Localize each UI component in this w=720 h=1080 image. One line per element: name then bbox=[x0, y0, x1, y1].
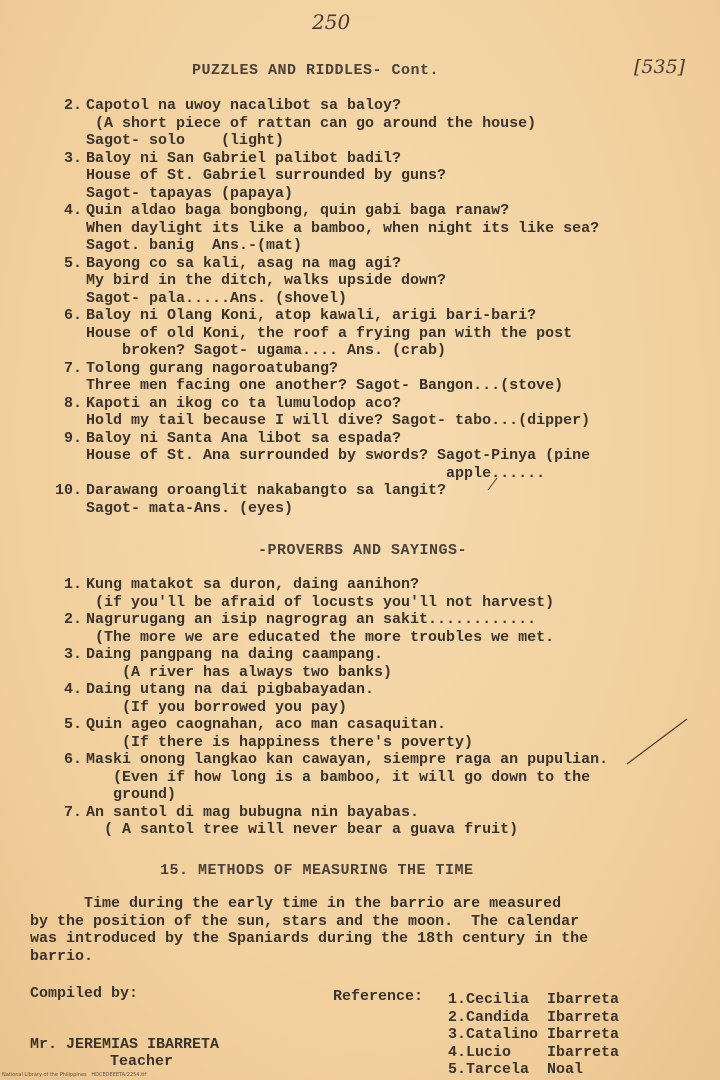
riddle-item bbox=[50, 307, 700, 360]
proverb-item bbox=[50, 751, 700, 804]
riddles-heading: PUZZLES AND RIDDLES- Cont. bbox=[192, 62, 440, 79]
proverb-line: ground) bbox=[86, 786, 177, 803]
proverb-number: 7. bbox=[63, 803, 82, 821]
reference-item: 3.Catalino Ibarreta bbox=[448, 1026, 620, 1043]
riddle-item bbox=[50, 360, 700, 395]
proverb-number: 6. bbox=[63, 751, 82, 768]
riddle-item bbox=[50, 482, 700, 517]
riddle-line: House of old Koni, the roof a frying pan with the post bbox=[86, 324, 573, 342]
methods-line: barrio. bbox=[30, 947, 94, 965]
proverb-line: Nagrurugang an isip nagrograg an sakit............ bbox=[86, 611, 537, 628]
riddle-number: 3. bbox=[63, 149, 82, 167]
proverb-item bbox=[50, 716, 700, 751]
riddle-number: 7. bbox=[63, 359, 82, 377]
proverb-line: (Even if how long is a bamboo, it will go down to the bbox=[86, 768, 591, 786]
proverb-item bbox=[50, 576, 700, 611]
scan-footer: National Library of the Philippines HDCEDEEETA/2254.tif bbox=[2, 1072, 147, 1078]
riddle-line: apple...... bbox=[86, 464, 546, 482]
riddle-line: House of St. Gabriel surrounded by guns? bbox=[86, 167, 447, 184]
proverb-line: Maski onong langkao kan cawayan, siempre raga an pupulian. bbox=[86, 751, 609, 768]
riddle-line: Darawang oroanglit nakabangto sa langit? bbox=[86, 482, 447, 499]
methods-line: was introduced by the Spaniards during the 18th century in the bbox=[30, 930, 589, 947]
riddle-line: House of St. Ana surrounded by swords? Sagot-Pinya (pine bbox=[86, 447, 591, 464]
proverb-line: (A river has always two banks) bbox=[86, 663, 393, 681]
pen-stroke-mark bbox=[625, 716, 690, 766]
reference-item: 1.Cecilia Ibarreta bbox=[448, 991, 620, 1008]
methods-heading: 15. METHODS OF MEASURING THE TIME bbox=[160, 862, 474, 879]
proverbs-heading: -PROVERBS AND SAYINGS- bbox=[258, 542, 468, 559]
riddle-number: 2. bbox=[63, 97, 82, 114]
riddle-line: Capotol na uwoy nacalibot sa baloy? bbox=[86, 97, 402, 114]
riddle-line: Quin aldao baga bongbong, quin gabi baga ranaw? bbox=[86, 202, 510, 219]
riddle-item bbox=[50, 430, 700, 483]
riddle-line: Baloy ni San Gabriel palibot badil? bbox=[86, 149, 402, 167]
riddle-line: Baloy ni Olang Koni, atop kawali, arigi bari-bari? bbox=[86, 307, 537, 324]
methods-line: Time during the early time in the barrio are measured bbox=[30, 895, 562, 912]
methods-paragraph bbox=[30, 895, 690, 965]
riddle-line: Sagot- solo (light) bbox=[86, 132, 285, 149]
proverb-number: 2. bbox=[63, 611, 82, 628]
methods-line: by the position of the sun, stars and the moon. The calendar bbox=[30, 912, 580, 930]
riddle-item bbox=[50, 202, 700, 255]
riddle-number: 4. bbox=[63, 202, 82, 219]
compiler-title: Teacher bbox=[110, 1053, 174, 1070]
proverb-line: (if you'll be afraid of locusts you'll not harvest) bbox=[86, 593, 555, 611]
reference-label: Reference: bbox=[333, 988, 424, 1005]
proverb-line: An santol di mag bubugna nin bayabas. bbox=[86, 803, 420, 821]
proverb-number: 5. bbox=[63, 716, 82, 733]
proverbs-list bbox=[50, 576, 700, 839]
riddle-item bbox=[50, 150, 700, 203]
riddle-line: Kapoti an ikog co ta lumulodop aco? bbox=[86, 394, 402, 412]
riddle-line: When daylight its like a bamboo, when night its like sea? bbox=[86, 219, 600, 237]
reference-code: [535] bbox=[634, 56, 686, 78]
proverb-line: (If there is happiness there's poverty) bbox=[86, 733, 474, 751]
riddle-number: 9. bbox=[63, 429, 82, 447]
riddle-line: Sagot- mata-Ans. (eyes) bbox=[86, 499, 294, 517]
riddle-line: Baloy ni Santa Ana libot sa espada? bbox=[86, 429, 402, 447]
proverb-item bbox=[50, 611, 700, 646]
riddle-number: 6. bbox=[63, 307, 82, 324]
reference-item: 5.Tarcela Noal bbox=[448, 1061, 584, 1078]
proverb-item bbox=[50, 646, 700, 681]
proverb-line: (If you borrowed you pay) bbox=[86, 698, 348, 716]
proverb-line: Quin ageo caognahan, aco man casaquitan. bbox=[86, 716, 447, 733]
proverb-item bbox=[50, 681, 700, 716]
riddle-number: 5. bbox=[63, 254, 82, 272]
reference-item: 4.Lucio Ibarreta bbox=[448, 1043, 620, 1061]
compiled-by-label: Compiled by: bbox=[30, 985, 139, 1002]
riddle-number: 8. bbox=[63, 394, 82, 412]
riddle-line: Sagot. banig Ans.-(mat) bbox=[86, 237, 303, 254]
reference-list bbox=[448, 991, 619, 1079]
proverb-line: Daing utang na dai pigbabayadan. bbox=[86, 681, 375, 698]
proverb-item bbox=[50, 804, 700, 839]
riddle-line: Sagot- tapayas (papaya) bbox=[86, 184, 294, 202]
pen-tick-mark bbox=[486, 476, 500, 492]
riddle-line: My bird in the ditch, walks upside down? bbox=[86, 272, 447, 289]
riddle-item bbox=[50, 97, 700, 150]
proverb-line: ( A santol tree will never bear a guava fruit) bbox=[86, 821, 519, 838]
riddles-list bbox=[50, 97, 700, 517]
compiler-name: Mr. JEREMIAS IBARRETA bbox=[30, 1036, 220, 1053]
proverb-line: Daing pangpang na daing caampang. bbox=[86, 646, 384, 663]
proverb-number: 1. bbox=[63, 576, 82, 593]
riddle-item bbox=[50, 395, 700, 430]
riddle-line: Three men facing one another? Sagot- Bangon...(stove) bbox=[86, 377, 564, 394]
riddle-line: Bayong co sa kali, asag na mag agi? bbox=[86, 254, 402, 272]
riddle-item bbox=[50, 255, 700, 308]
riddle-line: broken? Sagot- ugama.... Ans. (crab) bbox=[86, 342, 447, 359]
proverb-line: Kung matakot sa duron, daing aanihon? bbox=[86, 576, 420, 593]
riddle-line: Sagot- pala.....Ans. (shovel) bbox=[86, 289, 348, 307]
page-number: 250 bbox=[312, 10, 351, 34]
proverb-line: (The more we are educated the more troubles we met. bbox=[86, 628, 555, 646]
riddle-line: Hold my tail because I will dive? Sagot- tabo...(dipper) bbox=[86, 412, 591, 429]
proverb-number: 3. bbox=[63, 646, 82, 663]
riddle-line: Tolong gurang nagoroatubang? bbox=[86, 359, 339, 377]
riddle-number: 10. bbox=[54, 482, 82, 499]
reference-item: 2.Candida Ibarreta bbox=[448, 1008, 620, 1026]
proverb-number: 4. bbox=[63, 681, 82, 698]
riddle-line: (A short piece of rattan can go around the house) bbox=[86, 114, 537, 132]
